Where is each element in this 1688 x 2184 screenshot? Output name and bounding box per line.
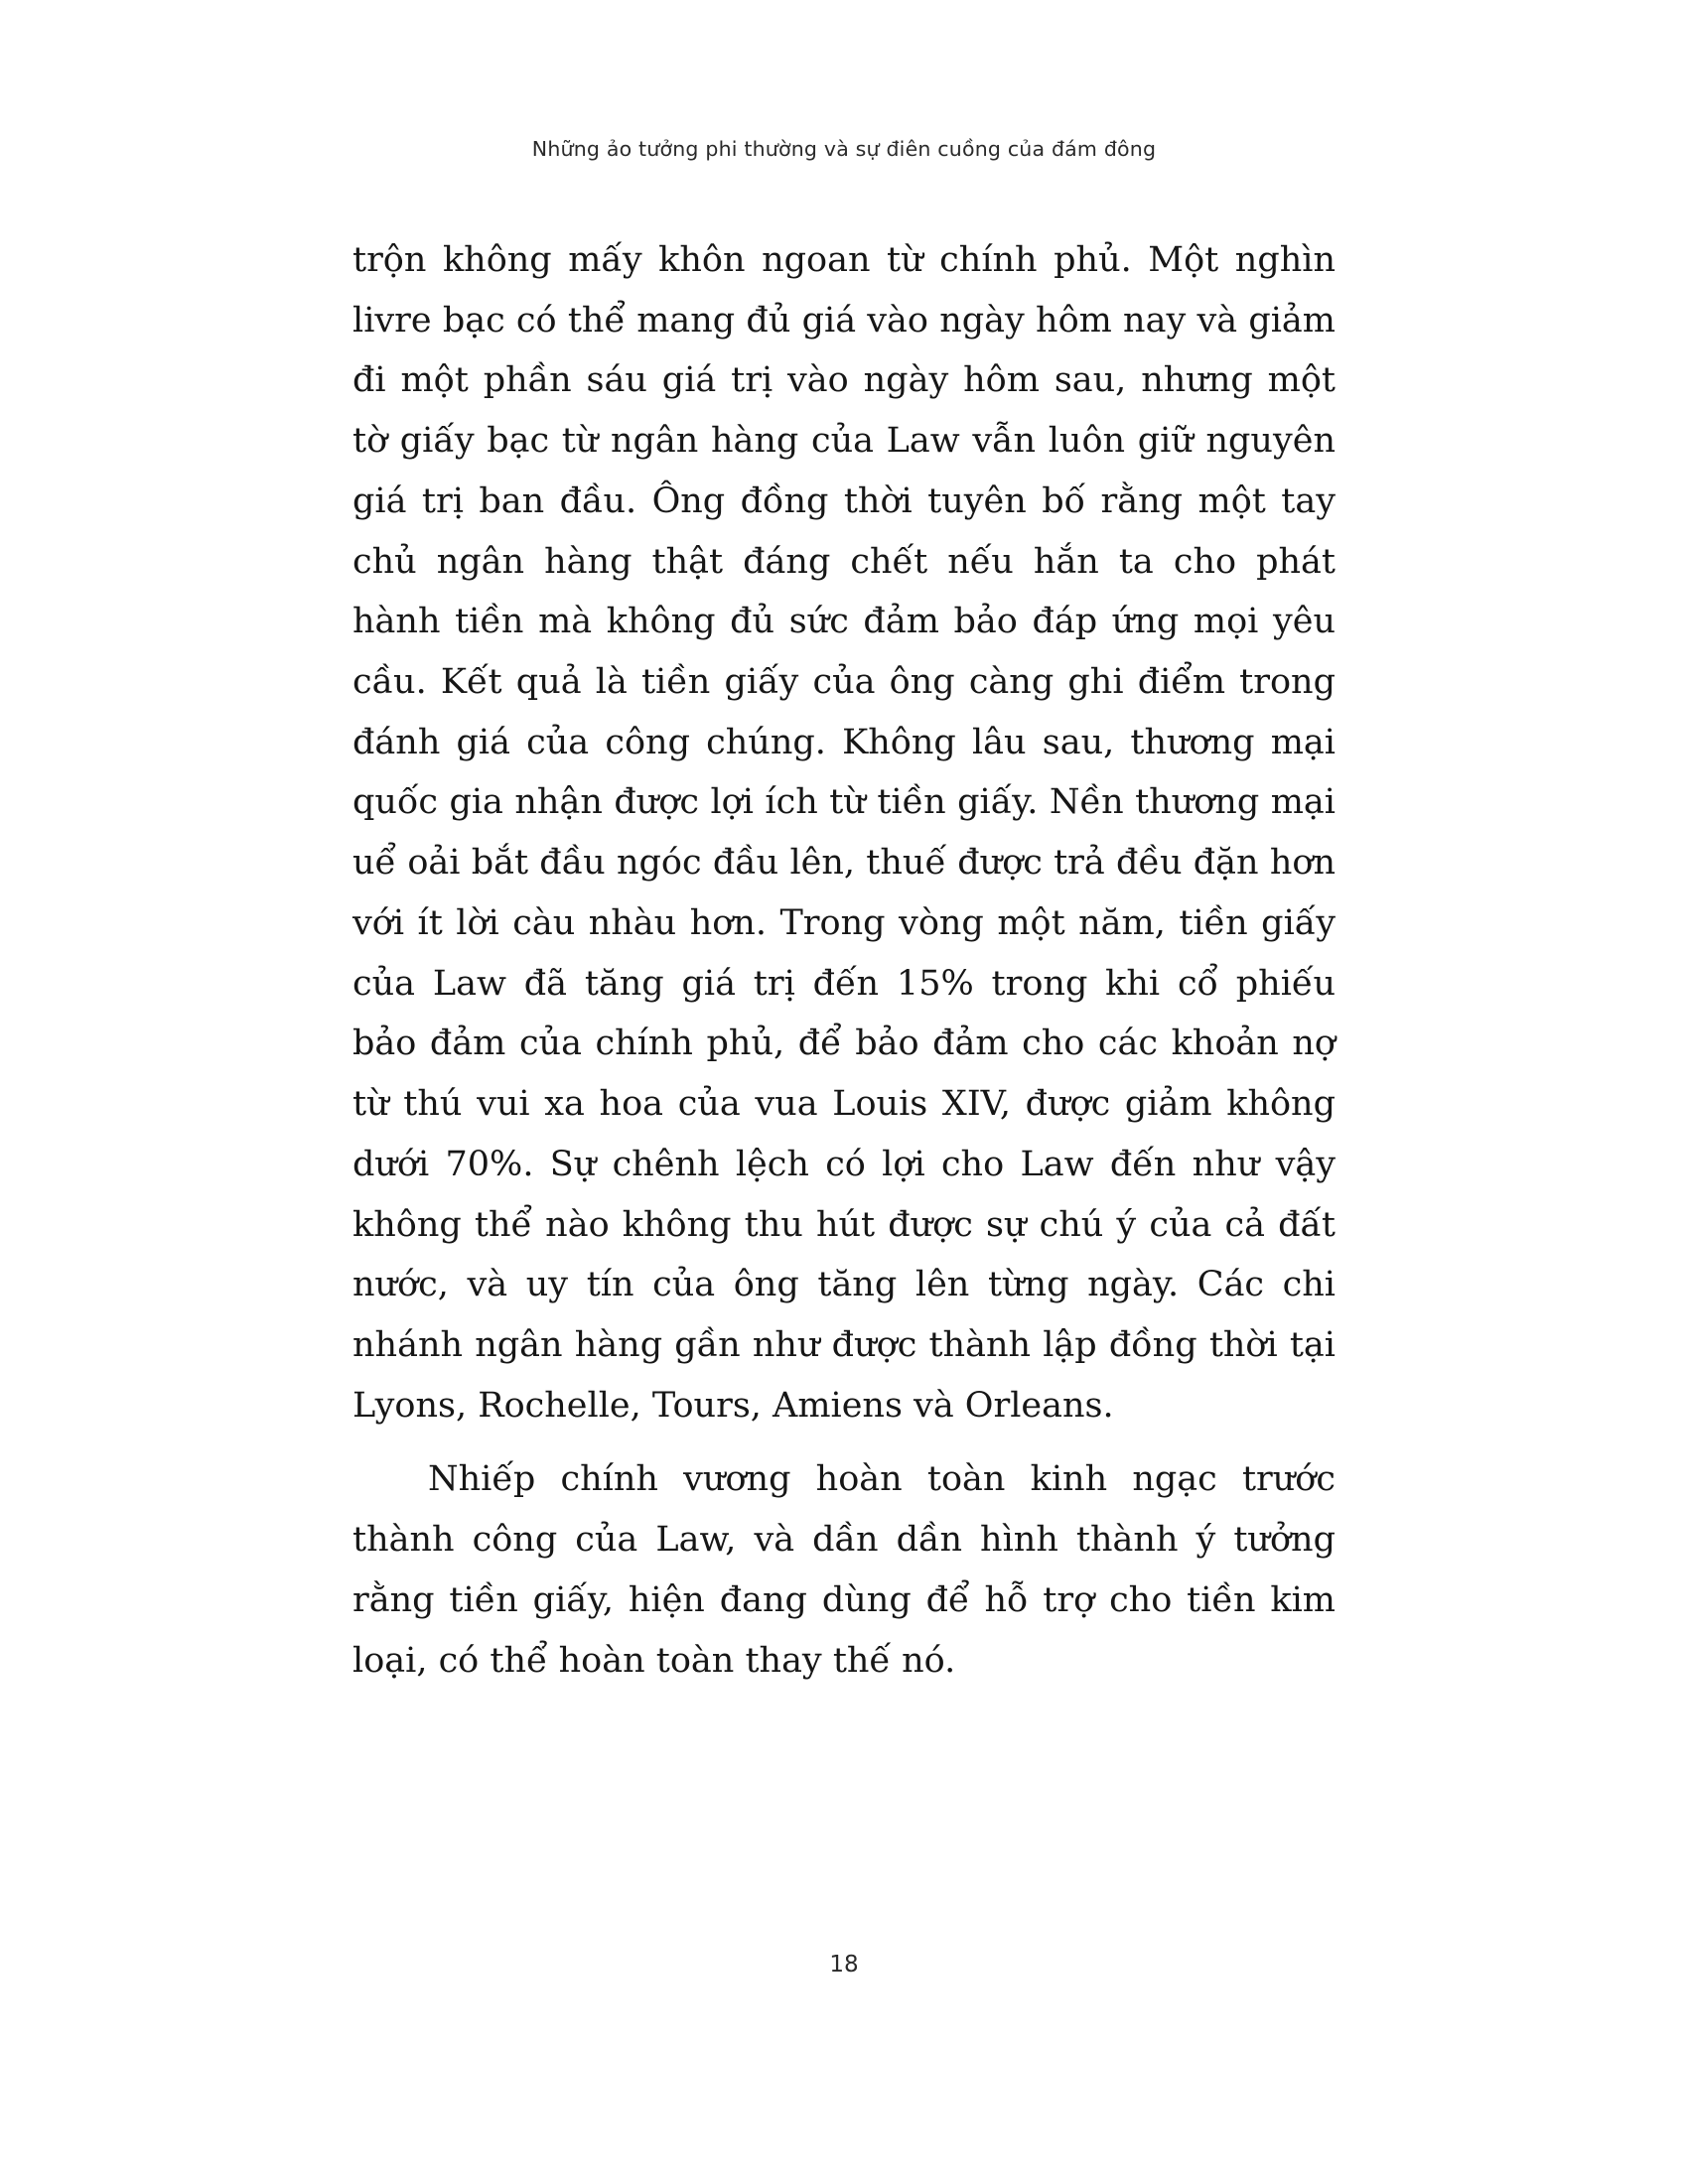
page-number: 18 [829,1952,859,1978]
paragraph: trộn không mấy khôn ngoan từ chính phủ. Một nghìn livre bạc có thể mang đủ giá vào ngày hôm nay và giảm đi một phần sáu giá trị vào ngày hôm sau, nhưng một tờ giấy bạc từ ngân hàng của Law vẫn luôn giữ nguyên giá trị ban đầu. Ông đồng thời tuyên bố rằng một tay chủ ngân hàng thật đáng chết nếu hắn ta cho phát hành tiền mà không đủ sức đảm bảo đáp ứng mọi yêu cầu. Kết quả là tiền giấy của ông càng ghi điểm trong đánh giá của công chúng. Không lâu sau, thương mại quốc gia nhận được lợi ích từ tiền giấy. Nền thương mại uể oải bắt đầu ngóc đầu lên, thuế được trả đều đặn hơn với ít lời càu nhàu hơn. Trong vòng một năm, tiền giấy của Law đã tăng giá trị đến 15% trong khi cổ phiếu bảo đảm của chính phủ, để bảo đảm cho các khoản nợ từ thú vui xa hoa của vua Louis XIV, được giảm không dưới 70%. Sự chênh lệch có lợi cho Law đến như vậy không thể nào không thu hút được sự chú ý của cả đất nước, và uy tín của ông tăng lên từng ngày. Các chi nhánh ngân hàng gần như được thành lập đồng thời tại Lyons, Rochelle, Tours, Amiens và Orleans. [352,240,1336,1426]
body-text [352,230,1336,1691]
paragraph: Nhiếp chính vương hoàn toàn kinh ngạc trước thành công của Law, và dần dần hình thành ý tưởng rằng tiền giấy, hiện đang dùng để hỗ trợ cho tiền kim loại, có thể hoàn toàn thay thế nó. [352,1459,1336,1681]
running-head: Những ảo tưởng phi thường và sự điên cuồng của đám đông [531,137,1157,161]
